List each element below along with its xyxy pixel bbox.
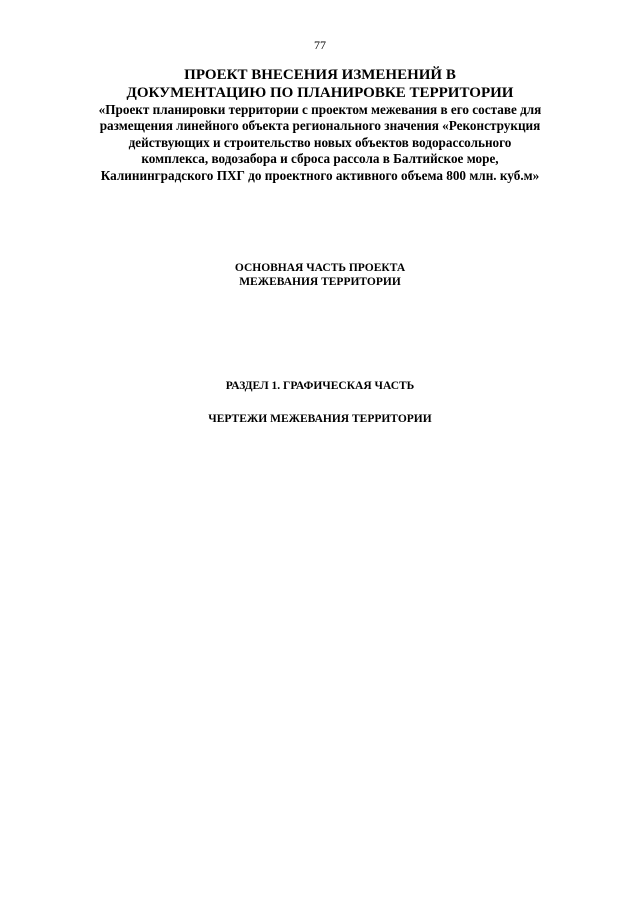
page-number: 77 <box>314 38 326 52</box>
document-title-line-1: ПРОЕКТ ВНЕСЕНИЯ ИЗМЕНЕНИЙ В <box>184 67 456 83</box>
section-heading: РАЗДЕЛ 1. ГРАФИЧЕСКАЯ ЧАСТЬ <box>225 380 415 392</box>
main-part-heading-line-1: ОСНОВНАЯ ЧАСТЬ ПРОЕКТА <box>234 262 406 274</box>
main-part-heading-line-2: МЕЖЕВАНИЯ ТЕРРИТОРИИ <box>239 276 401 288</box>
drawings-heading: ЧЕРТЕЖИ МЕЖЕВАНИЯ ТЕРРИТОРИИ <box>208 413 432 425</box>
document-subtitle-line-2: размещения линейного объекта регионального значения «Реконструкция <box>99 118 541 134</box>
document-subtitle-line-4: комплекса, водозабора и сброса рассола в Балтийское море, <box>141 151 499 167</box>
document-subtitle-line-1: «Проект планировки территории с проектом межевания в его составе для <box>98 102 542 117</box>
document-subtitle-line-5: Калининградского ПХГ до проектного активного объема 800 млн. куб.м» <box>100 167 540 183</box>
main-part-heading <box>0 261 640 289</box>
document-title-block <box>40 66 600 184</box>
document-subtitle-line-3: действующих и строительство новых объектов водорассольного <box>128 134 512 150</box>
document-title-line-2: ДОКУМЕНТАЦИЮ ПО ПЛАНИРОВКЕ ТЕРРИТОРИИ <box>126 85 514 101</box>
